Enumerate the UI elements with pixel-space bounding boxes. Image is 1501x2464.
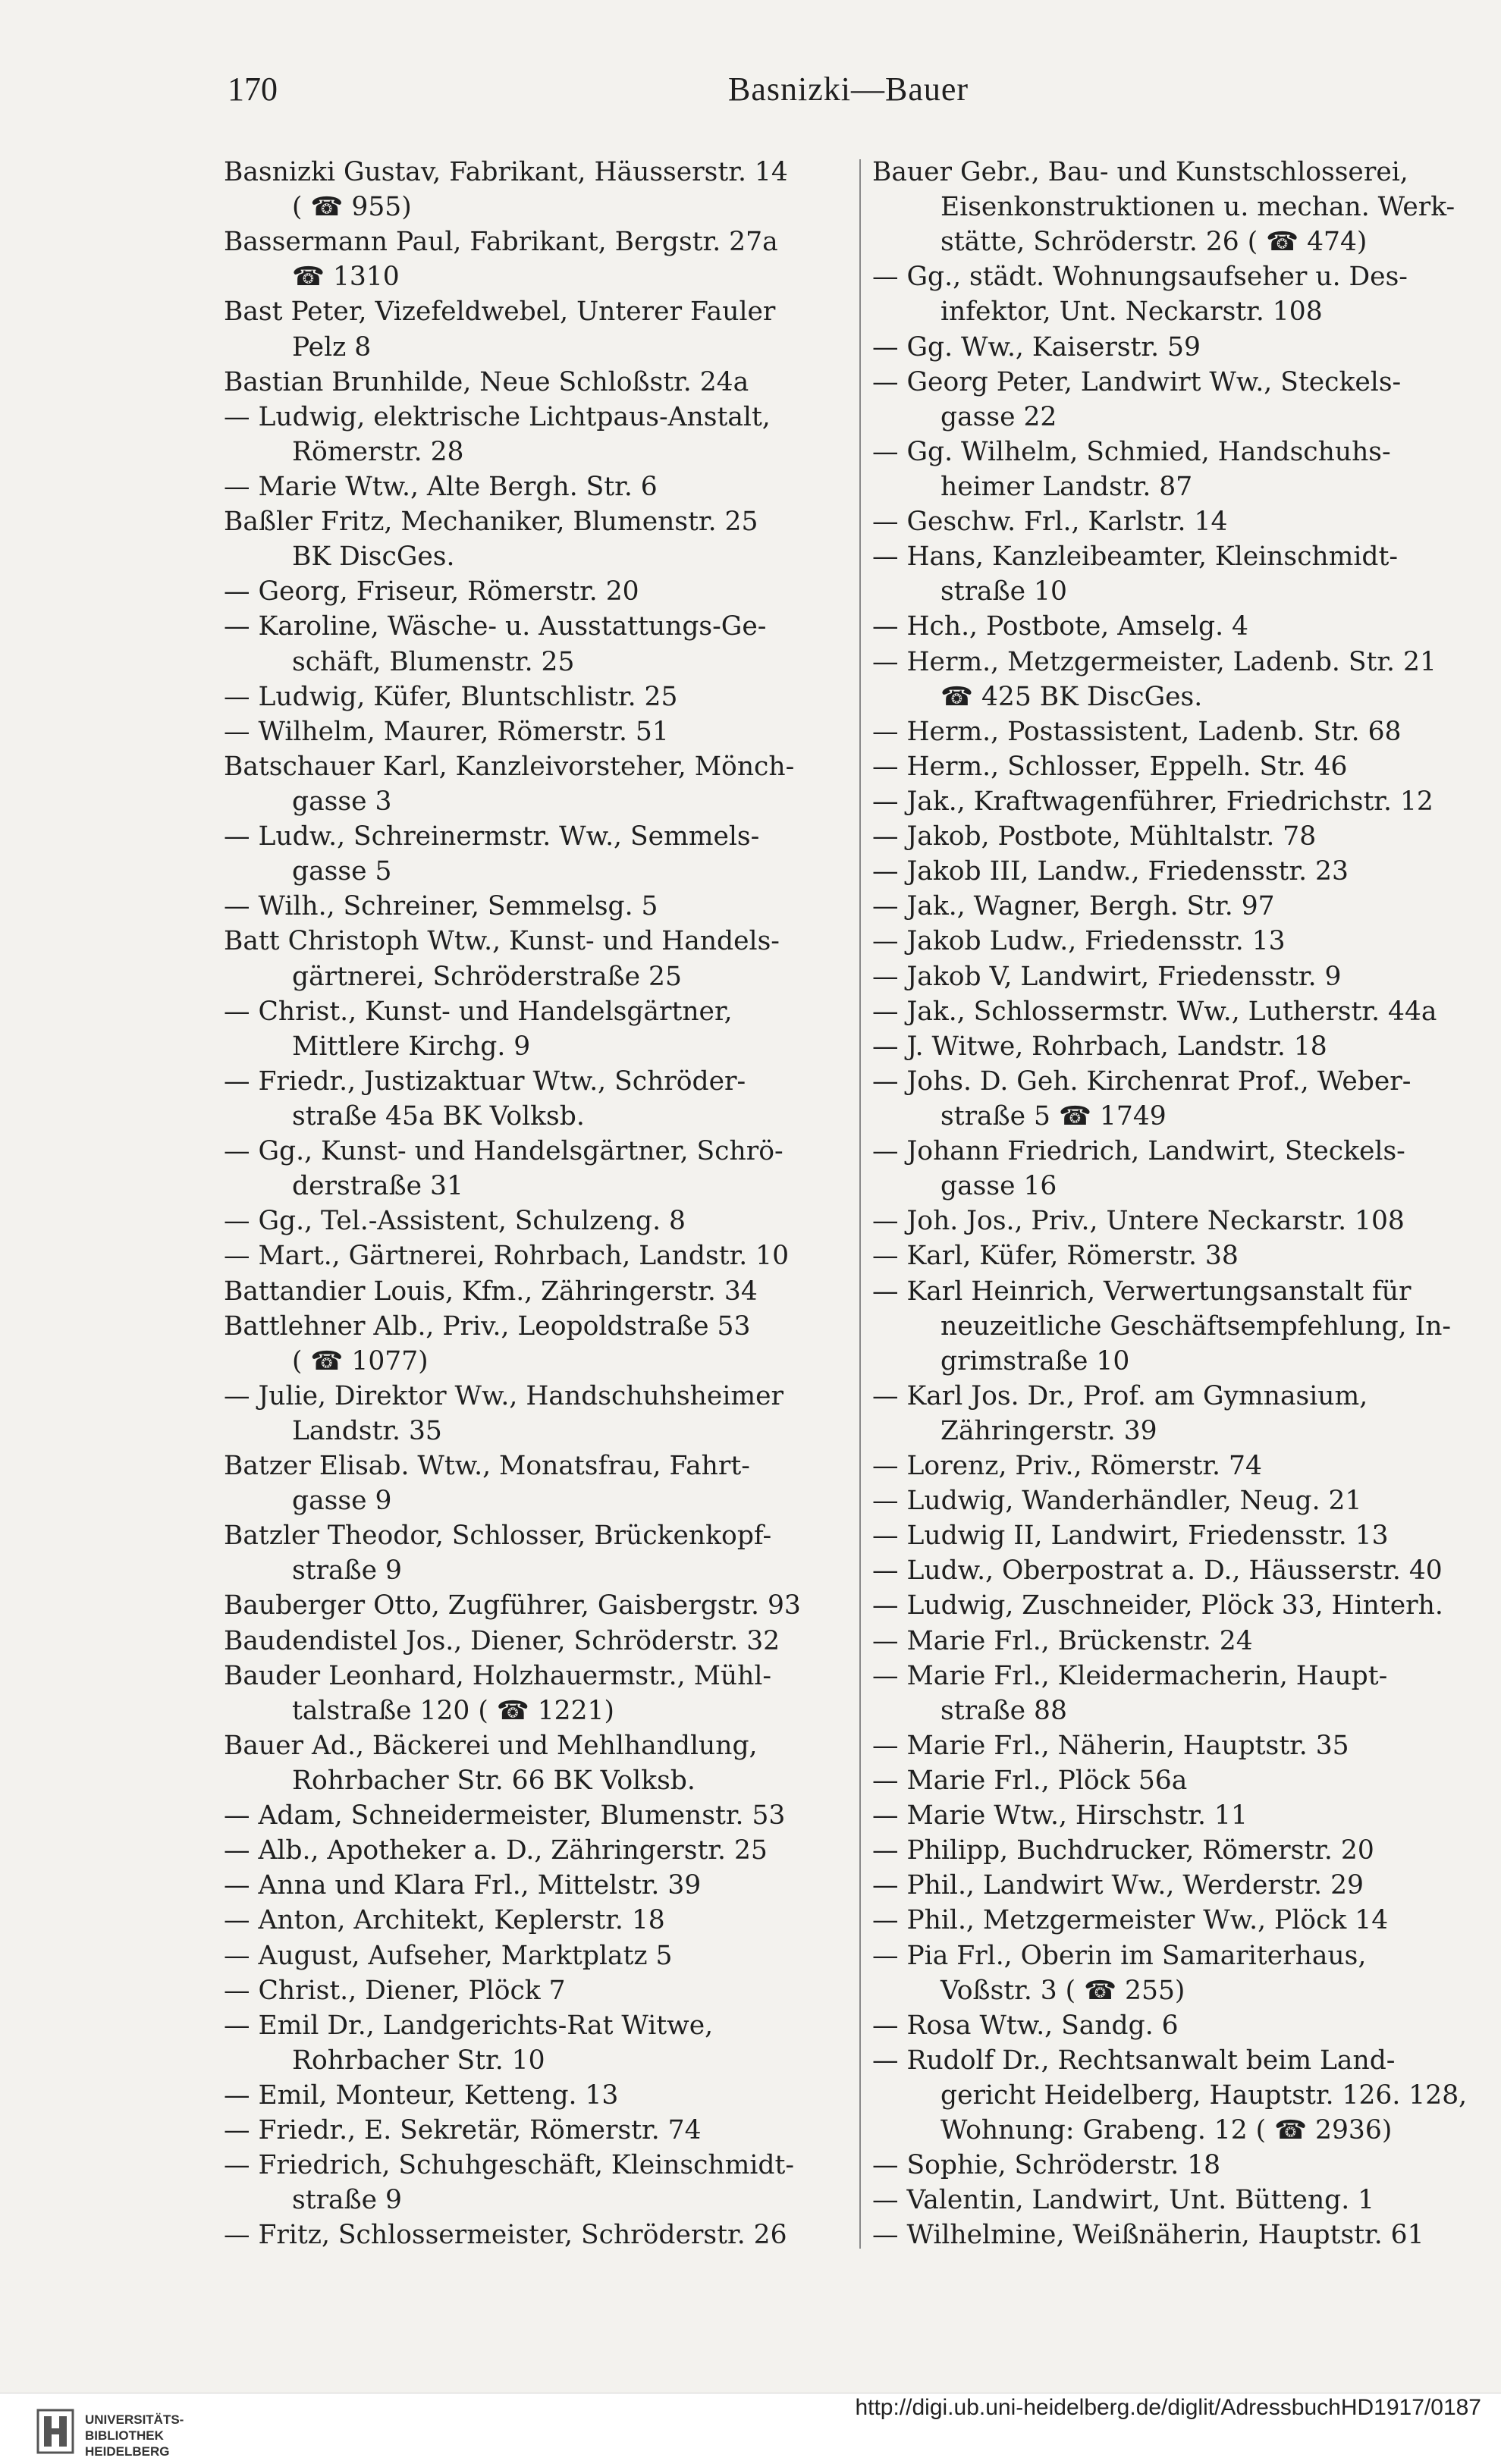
entry-subentry: — Johann Friedrich, Landwirt, Steckels-: [872, 1136, 1405, 1167]
entry-subentry: — Jakob V, Landwirt, Friedensstr. 9: [872, 961, 1342, 992]
entry-continuation: schäft, Blumenstr. 25: [292, 646, 575, 677]
entry-continuation: infektor, Unt. Neckarstr. 108: [940, 297, 1323, 328]
entry-subentry: — Marie Wtw., Hirschstr. 11: [872, 1800, 1248, 1832]
entry-continuation: Eisenkonstruktionen u. mechan. Werk-: [940, 192, 1455, 223]
entry-continuation: Pelz 8: [292, 331, 372, 363]
entry-subentry: — Adam, Schneidermeister, Blumenstr. 53: [224, 1800, 786, 1832]
library-line: UNIVERSITÄTS-: [85, 2412, 184, 2427]
entry-continuation: Römerstr. 28: [292, 436, 464, 467]
entry-continuation: derstraße 31: [292, 1171, 463, 1202]
entry-subentry: — Friedr., E. Sekretär, Römerstr. 74: [224, 2115, 702, 2146]
entry-subentry: — Jak., Wagner, Bergh. Str. 97: [872, 891, 1275, 922]
entry-subentry: — Karl Jos. Dr., Prof. am Gymnasium,: [872, 1380, 1368, 1411]
entry-heading: Basnizki Gustav, Fabrikant, Häusserstr. 14: [224, 157, 788, 187]
entry-continuation: neuzeitliche Geschäftsempfehlung, In-: [940, 1310, 1452, 1342]
entry-subentry: — Valentin, Landwirt, Unt. Bütteng. 1: [872, 2185, 1375, 2216]
entry-subentry: — Ludw., Schreinermstr. Ww., Semmels-: [224, 821, 760, 852]
entry-subentry: — Anna und Klara Frl., Mittelstr. 39: [224, 1870, 702, 1901]
entry-continuation: Voßstr. 3 ( ☎ 255): [940, 1975, 1185, 2006]
entry-continuation: straße 45a BK Volksb.: [292, 1100, 585, 1132]
entry-subentry: — Ludwig II, Landwirt, Friedensstr. 13: [872, 1521, 1389, 1552]
entry-subentry: — Phil., Metzgermeister Ww., Plöck 14: [872, 1905, 1389, 1936]
entry-subentry: — J. Witwe, Rohrbach, Landstr. 18: [872, 1031, 1327, 1062]
entry-continuation: straße 5 ☎ 1749: [940, 1100, 1167, 1132]
entry-subentry: — Phil., Landwirt Ww., Werderstr. 29: [872, 1870, 1364, 1901]
entry-continuation: gasse 9: [292, 1486, 392, 1517]
entry-subentry: — Julie, Direktor Ww., Handschuhsheimer: [224, 1380, 783, 1411]
entry-heading: Batschauer Karl, Kanzleivorsteher, Mönch-: [224, 751, 795, 782]
library-line: BIBLIOTHEK: [85, 2428, 164, 2443]
entry-subentry: — Rudolf Dr., Rechtsanwalt beim Land-: [872, 2045, 1396, 2076]
entry-subentry: — Gg., Tel.-Assistent, Schulzeng. 8: [224, 1206, 686, 1237]
entry-subentry: — Friedrich, Schuhgeschäft, Kleinschmidt-: [224, 2150, 795, 2181]
entry-heading: Batzler Theodor, Schlosser, Brückenkopf-: [224, 1521, 772, 1552]
entry-subentry: — Rosa Wtw., Sandg. 6: [872, 2010, 1179, 2041]
entry-subentry: — Gg., städt. Wohnungsaufseher u. Des-: [872, 262, 1408, 293]
entry-continuation: Wohnung: Grabeng. 12 ( ☎ 2936): [940, 2115, 1393, 2146]
entry-continuation: Mittlere Kirchg. 9: [292, 1031, 531, 1062]
entry-subentry: — Gg. Ww., Kaiserstr. 59: [872, 331, 1201, 363]
right-column: [872, 155, 1500, 2252]
entry-heading: Battandier Louis, Kfm., Zähringerstr. 34: [224, 1276, 758, 1307]
entry-subentry: — Wilhelm, Maurer, Römerstr. 51: [224, 716, 669, 747]
entry-subentry: — Jak., Kraftwagenführer, Friedrichstr. 12: [872, 786, 1433, 817]
entry-subentry: — Philipp, Buchdrucker, Römerstr. 20: [872, 1835, 1374, 1866]
entry-continuation: stätte, Schröderstr. 26 ( ☎ 474): [940, 227, 1368, 258]
entry-subentry: — Marie Wtw., Alte Bergh. Str. 6: [224, 471, 658, 502]
entry-subentry: — Hch., Postbote, Amselg. 4: [872, 611, 1248, 642]
entry-subentry: — Ludw., Oberpostrat a. D., Häusserstr. 40: [872, 1555, 1443, 1587]
entry-subentry: — Ludwig, Zuschneider, Plöck 33, Hinterh.: [872, 1590, 1443, 1621]
entry-continuation: gasse 22: [940, 401, 1057, 432]
entry-subentry: — Herm., Postassistent, Ladenb. Str. 68: [872, 716, 1402, 747]
entry-subentry: — Karl, Küfer, Römerstr. 38: [872, 1241, 1239, 1272]
entry-heading: Battlehner Alb., Priv., Leopoldstraße 53: [224, 1310, 751, 1342]
entry-heading: Bassermann Paul, Fabrikant, Bergstr. 27a: [224, 227, 778, 258]
library-logo-icon: [36, 2409, 74, 2454]
entry-subentry: — Jakob III, Landw., Friedensstr. 23: [872, 856, 1349, 887]
entry-subentry: — Marie Frl., Plöck 56a: [872, 1766, 1188, 1797]
entry-continuation: Landstr. 35: [292, 1415, 442, 1446]
entry-subentry: — Christ., Kunst- und Handelsgärtner,: [224, 996, 733, 1027]
entry-subentry: — Alb., Apotheker a. D., Zähringerstr. 25: [224, 1835, 768, 1866]
entry-subentry: — Ludwig, Wanderhändler, Neug. 21: [872, 1486, 1362, 1517]
entry-heading: Bastian Brunhilde, Neue Schloßstr. 24a: [224, 366, 749, 397]
entry-continuation: gericht Heidelberg, Hauptstr. 126. 128,: [940, 2080, 1468, 2111]
entry-continuation: gärtnerei, Schröderstraße 25: [292, 961, 682, 992]
entry-subentry: — Emil Dr., Landgerichts-Rat Witwe,: [224, 2010, 714, 2041]
entry-continuation: Rohrbacher Str. 66 BK Volksb.: [292, 1766, 696, 1797]
entry-subentry: — Mart., Gärtnerei, Rohrbach, Landstr. 10: [224, 1241, 790, 1272]
entry-continuation: straße 9: [292, 2185, 403, 2216]
entry-subentry: — Karoline, Wäsche- u. Ausstattungs-Ge-: [224, 611, 767, 642]
entry-subentry: — Georg, Friseur, Römerstr. 20: [224, 576, 639, 607]
entry-heading: Bast Peter, Vizefeldwebel, Unterer Fauler: [224, 297, 776, 328]
entry-heading: Bauer Ad., Bäckerei und Mehlhandlung,: [224, 1730, 758, 1761]
entry-continuation: straße 10: [940, 576, 1067, 607]
running-head: Basnizki—Bauer: [728, 71, 969, 108]
entry-heading: Batt Christoph Wtw., Kunst- und Handels-: [224, 926, 780, 957]
entry-subentry: — Gg., Kunst- und Handelsgärtner, Schrö-: [224, 1136, 783, 1167]
entry-subentry: — Emil, Monteur, Ketteng. 13: [224, 2080, 619, 2111]
library-line: HEIDELBERG: [85, 2444, 170, 2459]
entry-continuation: grimstraße 10: [940, 1345, 1130, 1376]
entry-continuation: Zähringerstr. 39: [940, 1415, 1157, 1446]
entry-subentry: — Wilhelmine, Weißnäherin, Hauptstr. 61: [872, 2220, 1424, 2251]
entry-continuation: straße 9: [292, 1555, 403, 1587]
entry-subentry: — Pia Frl., Oberin im Samariterhaus,: [872, 1940, 1367, 1971]
entry-continuation: talstraße 120 ( ☎ 1221): [292, 1695, 614, 1726]
entry-continuation: Rohrbacher Str. 10: [292, 2045, 545, 2076]
entry-subentry: — Jakob, Postbote, Mühltalstr. 78: [872, 821, 1317, 852]
footer-bar: [0, 2393, 1501, 2464]
entry-subentry: — Marie Frl., Näherin, Hauptstr. 35: [872, 1730, 1349, 1761]
entry-continuation: BK DiscGes.: [292, 541, 455, 573]
entry-subentry: — August, Aufseher, Marktplatz 5: [224, 1940, 673, 1971]
entry-heading: Baßler Fritz, Mechaniker, Blumenstr. 25: [224, 507, 758, 538]
entry-heading: Baudendistel Jos., Diener, Schröderstr. 32: [224, 1625, 780, 1656]
entry-subentry: — Johs. D. Geh. Kirchenrat Prof., Weber-: [872, 1066, 1412, 1097]
entry-heading: Bauberger Otto, Zugführer, Gaisbergstr. 93: [224, 1590, 801, 1621]
entry-subentry: — Jakob Ludw., Friedensstr. 13: [872, 926, 1286, 957]
entry-subentry: — Anton, Architekt, Keplerstr. 18: [224, 1905, 665, 1936]
entry-subentry: — Wilh., Schreiner, Semmelsg. 5: [224, 891, 658, 922]
entry-continuation: heimer Landstr. 87: [940, 471, 1193, 502]
entry-subentry: — Ludwig, Küfer, Bluntschlistr. 25: [224, 681, 678, 712]
library-name: [85, 2412, 184, 2459]
entry-subentry: — Marie Frl., Kleidermacherin, Haupt-: [872, 1660, 1388, 1691]
entry-continuation: gasse 3: [292, 786, 392, 817]
entry-continuation: straße 88: [940, 1695, 1067, 1726]
entry-continuation: ☎ 425 BK DiscGes.: [940, 681, 1203, 712]
entry-subentry: — Hans, Kanzleibeamter, Kleinschmidt-: [872, 541, 1398, 573]
entry-subentry: — Georg Peter, Landwirt Ww., Steckels-: [872, 366, 1402, 397]
entry-heading: Bauer Gebr., Bau- und Kunstschlosserei,: [872, 157, 1408, 187]
left-column: [224, 155, 849, 2252]
entry-continuation: ( ☎ 1077): [292, 1345, 429, 1376]
entry-continuation: gasse 16: [940, 1171, 1057, 1202]
entry-heading: Bauder Leonhard, Holzhauermstr., Mühl-: [224, 1660, 772, 1691]
entry-subentry: — Friedr., Justizaktuar Wtw., Schröder-: [224, 1066, 746, 1097]
entry-subentry: — Gg. Wilhelm, Schmied, Handschuhs-: [872, 436, 1391, 467]
entry-subentry: — Lorenz, Priv., Römerstr. 74: [872, 1451, 1262, 1482]
entry-subentry: — Herm., Metzgermeister, Ladenb. Str. 21: [872, 646, 1437, 677]
entry-subentry: — Karl Heinrich, Verwertungsanstalt für: [872, 1276, 1412, 1307]
entry-subentry: — Geschw. Frl., Karlstr. 14: [872, 507, 1228, 538]
entry-subentry: — Jak., Schlossermstr. Ww., Lutherstr. 44a: [872, 996, 1437, 1027]
entry-continuation: gasse 5: [292, 856, 392, 887]
entry-subentry: — Joh. Jos., Priv., Untere Neckarstr. 108: [872, 1206, 1405, 1237]
entry-subentry: — Sophie, Schröderstr. 18: [872, 2150, 1221, 2181]
entry-subentry: — Christ., Diener, Plöck 7: [224, 1975, 566, 2006]
entry-subentry: — Fritz, Schlossermeister, Schröderstr. 26: [224, 2220, 787, 2251]
column-divider: [859, 159, 861, 2249]
entry-continuation: ☎ 1310: [292, 262, 400, 293]
entry-subentry: — Ludwig, elektrische Lichtpaus-Anstalt,: [224, 401, 771, 432]
page-number: 170: [228, 71, 278, 108]
entry-subentry: — Marie Frl., Brückenstr. 24: [872, 1625, 1253, 1656]
entry-subentry: — Herm., Schlosser, Eppelh. Str. 46: [872, 751, 1348, 782]
entry-continuation: ( ☎ 955): [292, 192, 412, 223]
entry-heading: Batzer Elisab. Wtw., Monatsfrau, Fahrt-: [224, 1451, 750, 1482]
source-url-link[interactable]: http://digi.ub.uni-heidelberg.de/diglit/AdressbuchHD1917/0187: [855, 2395, 1481, 2420]
